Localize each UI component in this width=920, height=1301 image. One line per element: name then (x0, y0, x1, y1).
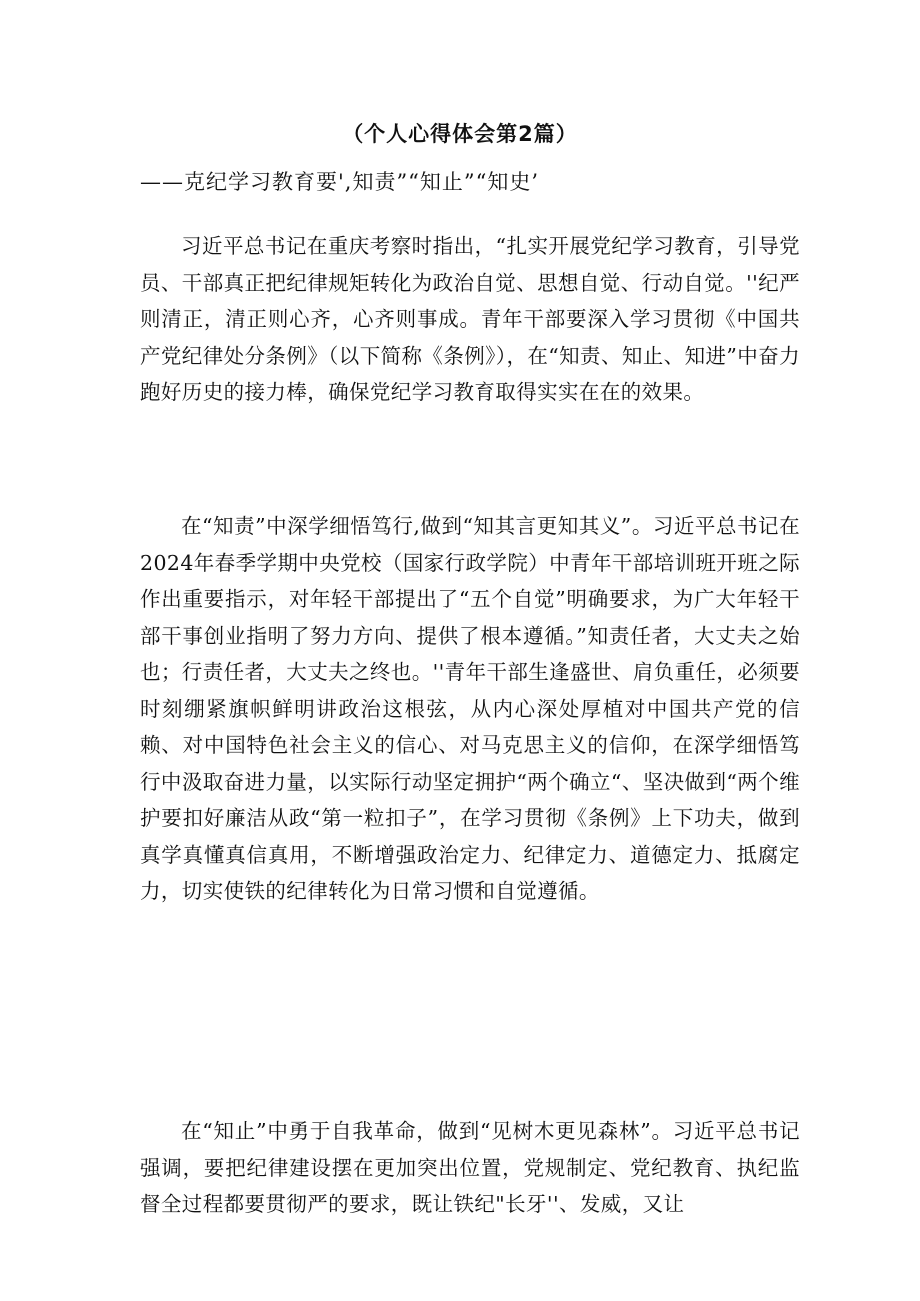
document-title: （个人心得体会第2篇） (342, 122, 578, 146)
document-subtitle: ——克纪学习教育要',知责”“知止”“知史’ (140, 170, 540, 194)
paragraph-intro: 习近平总书记在重庆考察时指出，“扎实开展党纪学习教育，引导党员、干部真正把纪律规矩转化为政治自觉、思想自觉、行动自觉。''纪严则清正，清正则心齐，心齐则事成。青年干部要深入学习贯彻《中国共产党纪律处分条例》（以下简称《条例》），在“知责、知止、知进”中奋力跑好历史的接力棒，确保党纪学习教育取得实实在在的效果。 (140, 234, 800, 404)
paragraph-zhize: 在“知责”中深学细悟笃行,做到“知其言更知其义”。习近平总书记在2024年春季学期中央党校（国家行政学院）中青年干部培训班开班之际作出重要指示，对年轻干部提出了“五个自觉”明确要求，为广大年轻干部干事创业指明了努力方向、提供了根本遵循。”知责任者，大丈夫之始也；行责任者，大丈夫之终也。''青年干部生逢盛世、肩负重任，必须要时刻绷紧旗帜鲜明讲政治这根弦，从内心深处厚植对中国共产党的信赖、对中国特色社会主义的信心、对马克思主义的信仰，在深学细悟笃行中汲取奋进力量，以实际行动坚定拥护“两个确立“、坚决做到“两个维护要扣好廉洁从政“第一粒扣子”，在学习贯彻《条例》上下功夫，做到真学真懂真信真用，不断增强政治定力、纪律定力、道德定力、抵腐定力，切实使铁的纪律转化为日常习惯和自觉遵循。 (140, 514, 800, 903)
paragraph-zhizhi: 在“知止”中勇于自我革命，做到“见树木更见森林”。习近平总书记强调，要把纪律建设摆在更加突出位置，党规制定、党纪教育、执纪监督全过程都要贯彻严的要求，既让铁纪"长牙''、发威，又让 (140, 1119, 800, 1216)
